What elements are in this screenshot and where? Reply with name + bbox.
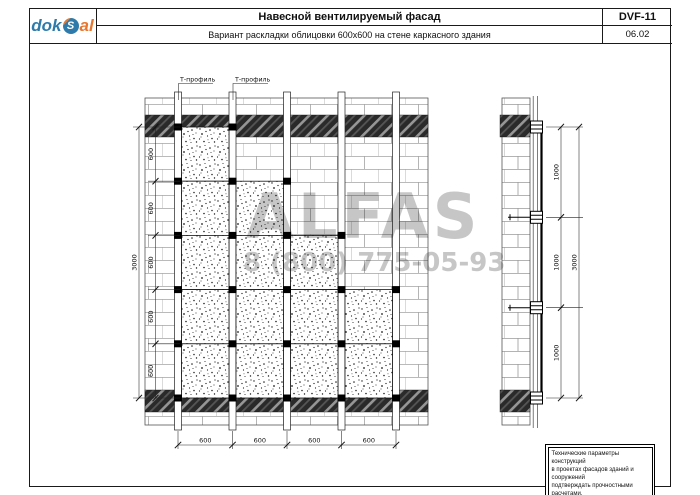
dim-label: 1000 [552,254,561,271]
page-subtitle: Вариант раскладки облицовки 600х600 на стене каркасного здания [97,26,603,44]
dim-label: 600 [147,256,155,269]
section-right-dimensions [546,124,583,401]
t-profile-callouts [179,77,271,101]
logo-text-dok: dok [31,15,62,35]
note-line: Технические параметры конструкций [551,450,620,465]
t-profile-label: Т-профиль [235,76,271,84]
dim-label: 600 [147,202,155,215]
bottom-slab-section [500,390,530,412]
t-profile-label: Т-профиль [180,76,216,84]
note-line: подтверждать прочностными расчетами. [551,482,633,495]
dim-label: 1000 [552,344,561,362]
dim-label: 600 [362,436,376,445]
dim-label: 600 [253,436,267,445]
plan-bottom-dimensions [175,431,399,449]
doc-code: DVF-11 [603,8,672,26]
technical-note-text [548,447,653,495]
dim-label: 600 [147,364,155,378]
sheet-number: 06.02 [603,26,672,44]
dim-label: 600 [308,436,321,445]
dim-label: 600 [147,310,155,323]
dim-label-total: 3000 [570,254,579,271]
technical-note-box [545,444,655,495]
logo-s-icon: S [63,18,79,34]
dim-label: 600 [199,436,212,445]
note-line: в проектах фасадов зданий и сооружений [551,466,634,481]
watermark-phone: 8 (800) 775-05-93 [243,248,506,278]
dim-label: 1000 [552,163,561,181]
watermark-brand: ALFAS [246,180,482,253]
logo-text-al: al [79,15,94,35]
dim-label: 600 [147,147,155,161]
section-view [500,96,583,428]
wall-section [502,98,530,425]
top-slab-section [500,115,530,137]
dim-label-total: 3000 [130,254,139,271]
page-title: Навесной вентилируемый фасад [97,8,603,26]
